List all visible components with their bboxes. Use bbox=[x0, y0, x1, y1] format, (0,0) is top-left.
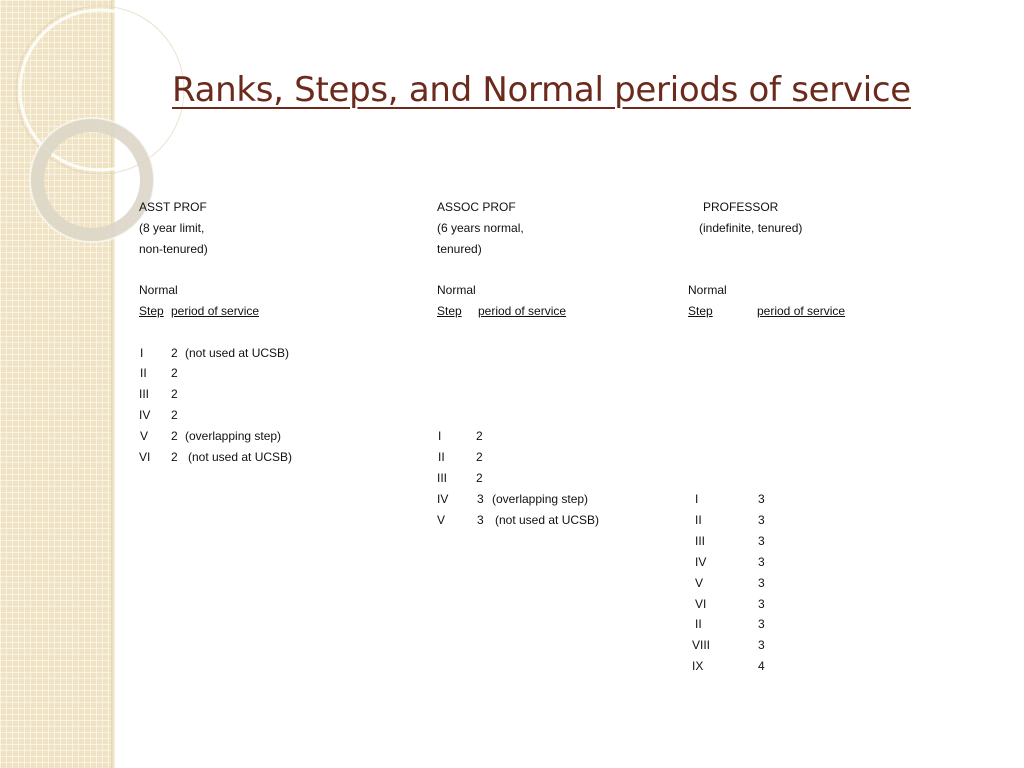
prof-years: 3 bbox=[758, 638, 765, 652]
asst-step: V bbox=[140, 429, 149, 443]
assoc-note: (not used at UCSB) bbox=[495, 513, 600, 527]
assoc-step: II bbox=[438, 450, 445, 464]
prof-years: 3 bbox=[758, 492, 765, 506]
assoc-note: (overlapping step) bbox=[492, 492, 589, 506]
prof-years: 3 bbox=[758, 534, 765, 548]
slide-title: Ranks, Steps, and Normal periods of service bbox=[172, 70, 911, 110]
asst-step: II bbox=[140, 366, 147, 380]
asst-note: (overlapping step) bbox=[185, 429, 282, 443]
assoc-years: 3 bbox=[477, 513, 484, 527]
prof-years: 3 bbox=[758, 597, 765, 611]
assoc-years: 2 bbox=[476, 429, 483, 443]
assoc-step: V bbox=[437, 513, 446, 527]
asst-normal-label: Normal bbox=[139, 283, 178, 297]
asst-description-line2: non-tenured) bbox=[139, 242, 208, 256]
prof-step-header: Step bbox=[688, 304, 713, 318]
assoc-description-line2: tenured) bbox=[437, 242, 482, 256]
prof-step: II bbox=[695, 617, 702, 631]
asst-step: I bbox=[140, 346, 144, 360]
prof-period-header: period of service bbox=[757, 304, 846, 318]
prof-step: VI bbox=[695, 597, 707, 611]
asst-description-line1: (8 year limit, bbox=[139, 221, 205, 235]
prof-step: II bbox=[695, 513, 702, 527]
asst-years: 2 bbox=[171, 450, 178, 464]
assoc-description-line1: (6 years normal, bbox=[437, 221, 524, 235]
prof-years: 3 bbox=[758, 617, 765, 631]
asst-years: 2 bbox=[171, 429, 178, 443]
asst-period-header: period of service bbox=[171, 304, 260, 318]
assoc-years: 3 bbox=[477, 492, 484, 506]
prof-step: V bbox=[695, 576, 704, 590]
asst-step: VI bbox=[139, 450, 151, 464]
prof-normal-label: Normal bbox=[688, 283, 727, 297]
asst-years: 2 bbox=[171, 387, 178, 401]
asst-note: (not used at UCSB) bbox=[188, 450, 293, 464]
asst-step: III bbox=[139, 387, 150, 401]
prof-step: III bbox=[695, 534, 706, 548]
assoc-step: IV bbox=[437, 492, 449, 506]
prof-years: 3 bbox=[758, 555, 765, 569]
prof-years: 4 bbox=[758, 659, 765, 673]
prof-step: IV bbox=[695, 555, 707, 569]
assoc-years: 2 bbox=[476, 471, 483, 485]
prof-step: I bbox=[695, 492, 699, 506]
assoc-step: I bbox=[438, 429, 442, 443]
asst-years: 2 bbox=[171, 408, 178, 422]
asst-years: 2 bbox=[171, 366, 178, 380]
prof-step: VIII bbox=[692, 638, 711, 652]
assoc-years: 2 bbox=[476, 450, 483, 464]
asst-years: 2 bbox=[171, 346, 178, 360]
asst-note: (not used at UCSB) bbox=[185, 346, 290, 360]
asst-step-header: Step bbox=[139, 304, 164, 318]
assoc-rank-heading: ASSOC PROF bbox=[437, 200, 516, 214]
assoc-step: III bbox=[437, 471, 448, 485]
assoc-normal-label: Normal bbox=[437, 283, 476, 297]
assoc-period-header: period of service bbox=[478, 304, 567, 318]
prof-years: 3 bbox=[758, 576, 765, 590]
asst-rank-heading: ASST PROF bbox=[139, 200, 207, 214]
prof-rank-heading: PROFESSOR bbox=[703, 200, 779, 214]
asst-step: IV bbox=[139, 408, 151, 422]
assoc-step-header: Step bbox=[437, 304, 462, 318]
prof-years: 3 bbox=[758, 513, 765, 527]
prof-step: IX bbox=[692, 659, 704, 673]
prof-description-line1: (indefinite, tenured) bbox=[699, 221, 803, 235]
